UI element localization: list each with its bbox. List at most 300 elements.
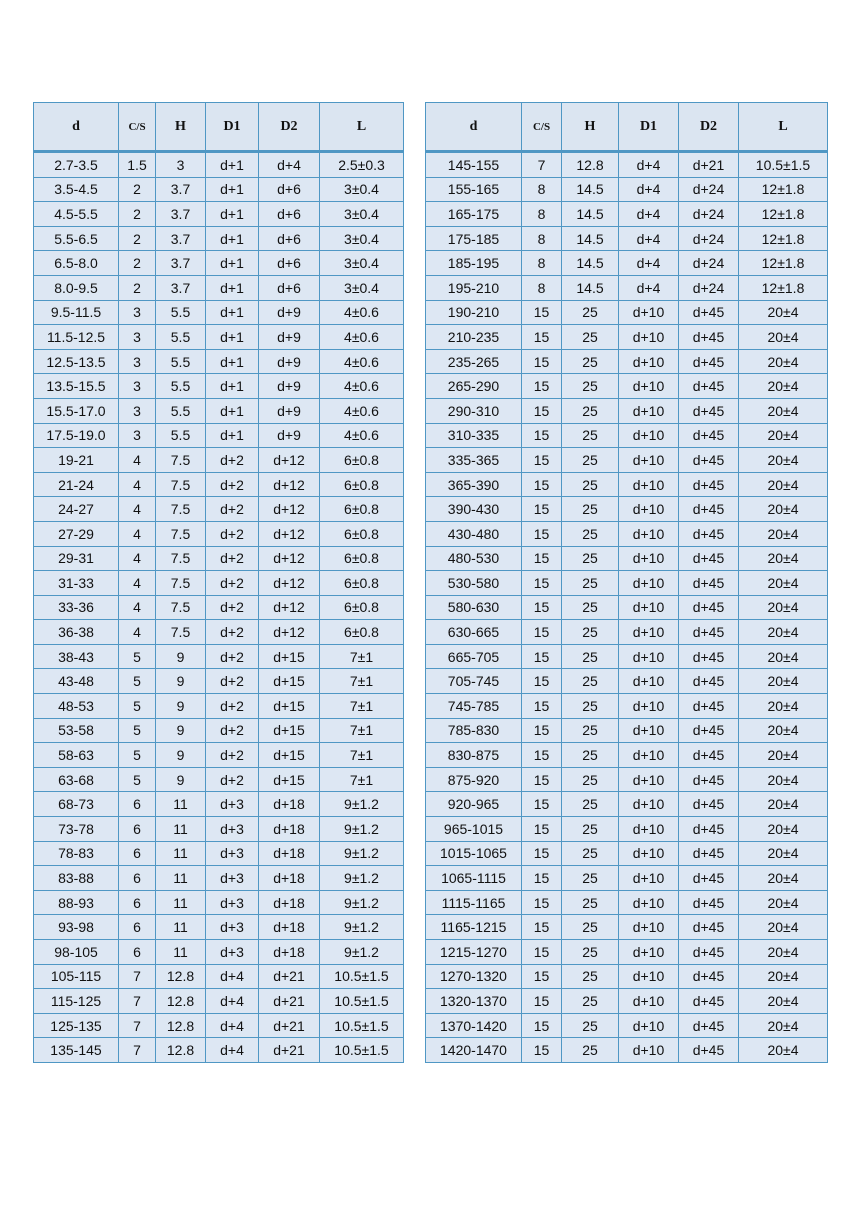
cell-h: 11: [156, 915, 206, 940]
table-row: [34, 644, 404, 669]
table-row: [426, 521, 828, 546]
table-row: [426, 202, 828, 227]
cell-cs: 4: [119, 620, 156, 645]
cell-h: 25: [562, 890, 619, 915]
cell-cs: 15: [522, 300, 562, 325]
cell-d: 705-745: [426, 669, 522, 694]
cell-d1: d+10: [619, 497, 679, 522]
cell-d1: d+3: [206, 890, 259, 915]
cell-d1: d+4: [619, 177, 679, 202]
table-row: [34, 226, 404, 251]
cell-h: 11: [156, 841, 206, 866]
cell-l: 20±4: [739, 448, 828, 473]
cell-d1: d+10: [619, 300, 679, 325]
table-row: [34, 743, 404, 768]
table-row: [34, 398, 404, 423]
table-row: [34, 866, 404, 891]
cell-d2: d+21: [259, 1013, 320, 1038]
cell-h: 25: [562, 767, 619, 792]
cell-h: 12.8: [156, 989, 206, 1014]
cell-l: 10.5±1.5: [739, 152, 828, 178]
table-row: [34, 595, 404, 620]
header-l: L: [320, 103, 404, 152]
cell-d: 21-24: [34, 472, 119, 497]
cell-l: 7±1: [320, 694, 404, 719]
cell-h: 7.5: [156, 595, 206, 620]
cell-d2: d+24: [679, 251, 739, 276]
cell-d2: d+12: [259, 521, 320, 546]
cell-d2: d+24: [679, 275, 739, 300]
cell-cs: 2: [119, 226, 156, 251]
cell-d2: d+45: [679, 890, 739, 915]
cell-d2: d+6: [259, 226, 320, 251]
header-row: [34, 103, 404, 152]
cell-h: 7.5: [156, 546, 206, 571]
cell-d: 4.5-5.5: [34, 202, 119, 227]
cell-h: 14.5: [562, 177, 619, 202]
cell-d: 1065-1115: [426, 866, 522, 891]
cell-l: 6±0.8: [320, 595, 404, 620]
cell-l: 4±0.6: [320, 349, 404, 374]
cell-l: 9±1.2: [320, 890, 404, 915]
cell-h: 25: [562, 1038, 619, 1063]
cell-d: 1370-1420: [426, 1013, 522, 1038]
cell-cs: 15: [522, 718, 562, 743]
cell-cs: 15: [522, 694, 562, 719]
cell-h: 9: [156, 669, 206, 694]
cell-d2: d+9: [259, 398, 320, 423]
cell-d1: d+10: [619, 940, 679, 965]
cell-cs: 2: [119, 177, 156, 202]
cell-d2: d+45: [679, 325, 739, 350]
cell-h: 25: [562, 792, 619, 817]
table-row: [34, 521, 404, 546]
cell-l: 20±4: [739, 571, 828, 596]
cell-d: 48-53: [34, 694, 119, 719]
cell-l: 9±1.2: [320, 940, 404, 965]
cell-cs: 3: [119, 374, 156, 399]
cell-l: 20±4: [739, 817, 828, 842]
cell-cs: 7: [119, 989, 156, 1014]
table-row: [34, 325, 404, 350]
cell-d: 68-73: [34, 792, 119, 817]
table-row: [426, 325, 828, 350]
cell-l: 9±1.2: [320, 792, 404, 817]
cell-d2: d+45: [679, 817, 739, 842]
cell-h: 5.5: [156, 325, 206, 350]
cell-d: 1115-1165: [426, 890, 522, 915]
cell-d2: d+45: [679, 718, 739, 743]
cell-cs: 15: [522, 817, 562, 842]
cell-d1: d+1: [206, 349, 259, 374]
cell-d: 1165-1215: [426, 915, 522, 940]
spec-table-left: [33, 102, 404, 1063]
cell-l: 20±4: [739, 669, 828, 694]
table-row: [34, 694, 404, 719]
cell-d1: d+2: [206, 694, 259, 719]
cell-h: 25: [562, 300, 619, 325]
cell-d1: d+1: [206, 251, 259, 276]
cell-l: 6±0.8: [320, 521, 404, 546]
cell-d: 830-875: [426, 743, 522, 768]
cell-d1: d+3: [206, 841, 259, 866]
cell-cs: 15: [522, 521, 562, 546]
cell-d: 1215-1270: [426, 940, 522, 965]
cell-h: 25: [562, 521, 619, 546]
cell-d: 135-145: [34, 1038, 119, 1063]
table-row: [34, 817, 404, 842]
cell-l: 3±0.4: [320, 251, 404, 276]
table-row: [426, 964, 828, 989]
cell-d: 175-185: [426, 226, 522, 251]
cell-d2: d+45: [679, 694, 739, 719]
cell-l: 7±1: [320, 718, 404, 743]
cell-d: 965-1015: [426, 817, 522, 842]
cell-d: 12.5-13.5: [34, 349, 119, 374]
cell-d: 58-63: [34, 743, 119, 768]
cell-d2: d+12: [259, 448, 320, 473]
cell-h: 25: [562, 571, 619, 596]
cell-d2: d+12: [259, 595, 320, 620]
cell-cs: 4: [119, 595, 156, 620]
cell-h: 9: [156, 644, 206, 669]
cell-d: 33-36: [34, 595, 119, 620]
cell-d2: d+45: [679, 964, 739, 989]
cell-cs: 2: [119, 251, 156, 276]
cell-d: 19-21: [34, 448, 119, 473]
cell-h: 25: [562, 718, 619, 743]
cell-d2: d+12: [259, 472, 320, 497]
cell-cs: 4: [119, 546, 156, 571]
cell-l: 10.5±1.5: [320, 1013, 404, 1038]
cell-l: 6±0.8: [320, 571, 404, 596]
cell-h: 7.5: [156, 472, 206, 497]
cell-l: 3±0.4: [320, 275, 404, 300]
cell-h: 3.7: [156, 275, 206, 300]
cell-d2: d+45: [679, 1013, 739, 1038]
cell-cs: 3: [119, 300, 156, 325]
cell-d: 745-785: [426, 694, 522, 719]
cell-cs: 15: [522, 792, 562, 817]
cell-h: 11: [156, 792, 206, 817]
cell-cs: 15: [522, 669, 562, 694]
cell-d: 1015-1065: [426, 841, 522, 866]
cell-h: 25: [562, 448, 619, 473]
table-row: [34, 300, 404, 325]
cell-l: 20±4: [739, 423, 828, 448]
cell-h: 25: [562, 374, 619, 399]
cell-l: 20±4: [739, 1013, 828, 1038]
cell-cs: 4: [119, 472, 156, 497]
cell-d1: d+10: [619, 890, 679, 915]
cell-d2: d+45: [679, 767, 739, 792]
cell-cs: 15: [522, 472, 562, 497]
cell-cs: 2: [119, 275, 156, 300]
cell-d2: d+45: [679, 349, 739, 374]
cell-d: 630-665: [426, 620, 522, 645]
cell-h: 5.5: [156, 423, 206, 448]
cell-d1: d+4: [619, 275, 679, 300]
cell-cs: 15: [522, 374, 562, 399]
cell-d2: d+45: [679, 940, 739, 965]
cell-cs: 15: [522, 940, 562, 965]
cell-d: 665-705: [426, 644, 522, 669]
cell-d2: d+45: [679, 620, 739, 645]
cell-d: 53-58: [34, 718, 119, 743]
cell-l: 20±4: [739, 841, 828, 866]
cell-cs: 8: [522, 275, 562, 300]
cell-h: 3.7: [156, 202, 206, 227]
cell-cs: 7: [119, 1038, 156, 1063]
cell-h: 12.8: [156, 1013, 206, 1038]
cell-d1: d+10: [619, 571, 679, 596]
cell-d1: d+3: [206, 940, 259, 965]
table-row: [426, 940, 828, 965]
cell-cs: 15: [522, 546, 562, 571]
cell-d: 165-175: [426, 202, 522, 227]
cell-d2: d+45: [679, 423, 739, 448]
cell-d1: d+10: [619, 398, 679, 423]
cell-d1: d+10: [619, 694, 679, 719]
table-row: [34, 989, 404, 1014]
cell-l: 20±4: [739, 497, 828, 522]
cell-cs: 15: [522, 497, 562, 522]
cell-l: 20±4: [739, 472, 828, 497]
cell-cs: 15: [522, 964, 562, 989]
cell-d: 9.5-11.5: [34, 300, 119, 325]
cell-l: 4±0.6: [320, 325, 404, 350]
cell-d: 36-38: [34, 620, 119, 645]
cell-cs: 5: [119, 718, 156, 743]
cell-h: 25: [562, 866, 619, 891]
cell-h: 25: [562, 497, 619, 522]
cell-l: 20±4: [739, 374, 828, 399]
cell-d: 83-88: [34, 866, 119, 891]
cell-h: 25: [562, 472, 619, 497]
cell-d2: d+6: [259, 202, 320, 227]
cell-l: 3±0.4: [320, 177, 404, 202]
cell-d1: d+1: [206, 202, 259, 227]
cell-h: 11: [156, 866, 206, 891]
cell-d2: d+18: [259, 792, 320, 817]
cell-d1: d+4: [619, 152, 679, 178]
table-row: [34, 964, 404, 989]
table-row: [34, 940, 404, 965]
cell-d: 580-630: [426, 595, 522, 620]
cell-d2: d+45: [679, 546, 739, 571]
cell-d2: d+45: [679, 989, 739, 1014]
cell-l: 6±0.8: [320, 472, 404, 497]
cell-d1: d+3: [206, 792, 259, 817]
table-row: [34, 423, 404, 448]
cell-d2: d+45: [679, 571, 739, 596]
cell-l: 6±0.8: [320, 620, 404, 645]
cell-h: 12.8: [156, 1038, 206, 1063]
cell-h: 25: [562, 940, 619, 965]
table-row: [426, 669, 828, 694]
cell-h: 25: [562, 743, 619, 768]
cell-l: 20±4: [739, 767, 828, 792]
table-row: [34, 349, 404, 374]
table-row: [34, 152, 404, 178]
cell-h: 3: [156, 152, 206, 178]
cell-l: 12±1.8: [739, 177, 828, 202]
table-row: [34, 620, 404, 645]
cell-h: 25: [562, 325, 619, 350]
cell-h: 25: [562, 398, 619, 423]
cell-l: 20±4: [739, 718, 828, 743]
cell-d2: d+45: [679, 743, 739, 768]
header-d1: D1: [619, 103, 679, 152]
cell-l: 20±4: [739, 890, 828, 915]
cell-l: 20±4: [739, 743, 828, 768]
cell-d1: d+10: [619, 866, 679, 891]
cell-d1: d+3: [206, 817, 259, 842]
cell-cs: 15: [522, 620, 562, 645]
cell-d1: d+2: [206, 472, 259, 497]
table-row: [426, 226, 828, 251]
cell-h: 7.5: [156, 521, 206, 546]
cell-cs: 15: [522, 349, 562, 374]
cell-d1: d+1: [206, 398, 259, 423]
cell-l: 20±4: [739, 964, 828, 989]
cell-cs: 4: [119, 521, 156, 546]
cell-h: 14.5: [562, 275, 619, 300]
cell-h: 5.5: [156, 300, 206, 325]
cell-h: 12.8: [562, 152, 619, 178]
cell-d: 155-165: [426, 177, 522, 202]
table-row: [426, 300, 828, 325]
cell-l: 3±0.4: [320, 202, 404, 227]
cell-cs: 3: [119, 398, 156, 423]
cell-h: 9: [156, 694, 206, 719]
cell-l: 7±1: [320, 767, 404, 792]
cell-l: 9±1.2: [320, 866, 404, 891]
cell-d2: d+24: [679, 202, 739, 227]
table-row: [426, 448, 828, 473]
table-row: [34, 374, 404, 399]
cell-cs: 5: [119, 669, 156, 694]
cell-d1: d+3: [206, 915, 259, 940]
cell-d2: d+45: [679, 521, 739, 546]
cell-d: 38-43: [34, 644, 119, 669]
cell-d1: d+10: [619, 1038, 679, 1063]
cell-cs: 15: [522, 866, 562, 891]
table-row: [34, 1038, 404, 1063]
cell-l: 20±4: [739, 989, 828, 1014]
cell-d2: d+15: [259, 694, 320, 719]
cell-d: 290-310: [426, 398, 522, 423]
cell-d1: d+1: [206, 226, 259, 251]
header-d2: D2: [679, 103, 739, 152]
cell-d2: d+45: [679, 841, 739, 866]
cell-d1: d+10: [619, 767, 679, 792]
cell-l: 20±4: [739, 620, 828, 645]
cell-h: 25: [562, 620, 619, 645]
cell-cs: 3: [119, 423, 156, 448]
cell-d: 920-965: [426, 792, 522, 817]
table-row: [426, 152, 828, 178]
cell-h: 5.5: [156, 374, 206, 399]
header-d: d: [426, 103, 522, 152]
cell-l: 12±1.8: [739, 202, 828, 227]
cell-d2: d+9: [259, 423, 320, 448]
cell-d1: d+1: [206, 177, 259, 202]
cell-d2: d+45: [679, 472, 739, 497]
cell-h: 25: [562, 669, 619, 694]
table-row: [426, 694, 828, 719]
cell-h: 25: [562, 694, 619, 719]
cell-d: 24-27: [34, 497, 119, 522]
table-row: [426, 718, 828, 743]
cell-h: 25: [562, 915, 619, 940]
cell-d2: d+18: [259, 940, 320, 965]
cell-d2: d+45: [679, 595, 739, 620]
cell-l: 20±4: [739, 325, 828, 350]
cell-l: 10.5±1.5: [320, 989, 404, 1014]
cell-cs: 6: [119, 841, 156, 866]
cell-d: 185-195: [426, 251, 522, 276]
cell-cs: 7: [119, 964, 156, 989]
cell-d1: d+10: [619, 595, 679, 620]
cell-cs: 5: [119, 767, 156, 792]
cell-cs: 15: [522, 595, 562, 620]
table-body-right: [426, 152, 828, 1063]
cell-d: 1270-1320: [426, 964, 522, 989]
cell-d2: d+12: [259, 546, 320, 571]
cell-d1: d+2: [206, 620, 259, 645]
cell-cs: 4: [119, 571, 156, 596]
table-row: [34, 472, 404, 497]
table-row: [426, 817, 828, 842]
cell-d1: d+10: [619, 472, 679, 497]
cell-d: 265-290: [426, 374, 522, 399]
cell-d: 15.5-17.0: [34, 398, 119, 423]
table-row: [426, 571, 828, 596]
cell-l: 3±0.4: [320, 226, 404, 251]
cell-h: 11: [156, 940, 206, 965]
cell-d2: d+12: [259, 571, 320, 596]
cell-d1: d+10: [619, 423, 679, 448]
cell-cs: 7: [522, 152, 562, 178]
cell-h: 25: [562, 989, 619, 1014]
cell-d: 210-235: [426, 325, 522, 350]
cell-d1: d+10: [619, 620, 679, 645]
cell-d1: d+10: [619, 915, 679, 940]
cell-h: 25: [562, 349, 619, 374]
cell-d: 11.5-12.5: [34, 325, 119, 350]
cell-d1: d+4: [619, 251, 679, 276]
cell-l: 6±0.8: [320, 497, 404, 522]
cell-cs: 15: [522, 423, 562, 448]
cell-cs: 15: [522, 915, 562, 940]
cell-d: 875-920: [426, 767, 522, 792]
cell-cs: 2: [119, 202, 156, 227]
cell-d1: d+10: [619, 644, 679, 669]
cell-d2: d+6: [259, 251, 320, 276]
cell-l: 20±4: [739, 595, 828, 620]
cell-d: 1320-1370: [426, 989, 522, 1014]
header-h: H: [562, 103, 619, 152]
cell-l: 20±4: [739, 300, 828, 325]
cell-d2: d+21: [259, 1038, 320, 1063]
cell-h: 7.5: [156, 448, 206, 473]
table-row: [426, 275, 828, 300]
cell-cs: 15: [522, 398, 562, 423]
header-row: [426, 103, 828, 152]
header-d: d: [34, 103, 119, 152]
cell-d2: d+6: [259, 177, 320, 202]
